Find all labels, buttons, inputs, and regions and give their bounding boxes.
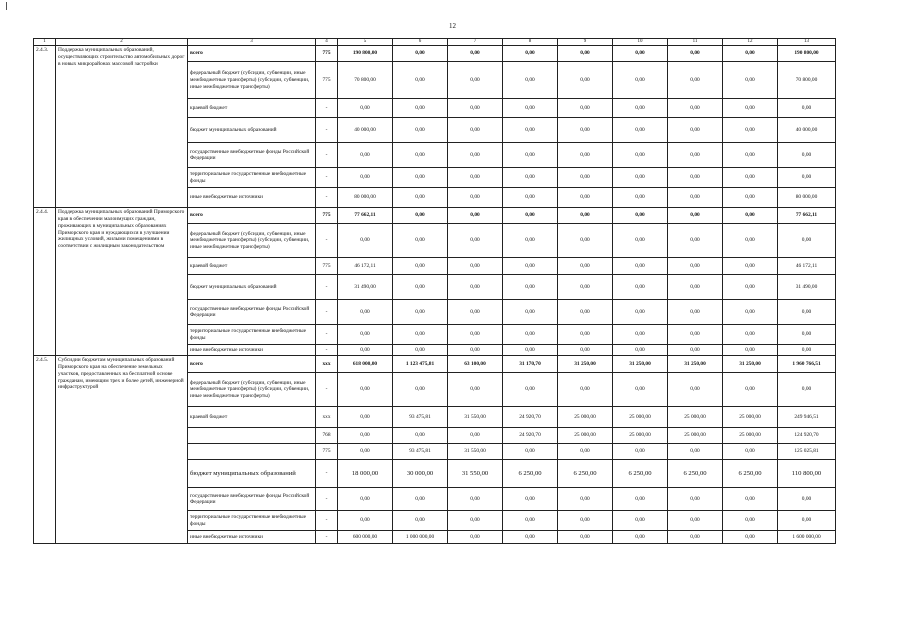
amount-cell: 0,00: [448, 428, 503, 444]
amount-cell: 0,00: [668, 118, 723, 143]
amount-cell: 0,00: [558, 143, 613, 168]
funding-source: федеральный бюджет (субсидии, субвенции, иные межбюджетные трансферты) (субсидии, субвенции, иные межбюджетные трансферты): [188, 373, 316, 407]
funding-source: федеральный бюджет (субсидии, субвенции, иные межбюджетные трансферты) (субсидии, субвенции, иные межбюджетные трансферты): [188, 224, 316, 258]
grbs-code: 768: [316, 428, 338, 444]
amount-cell: 0,00: [338, 300, 393, 325]
amount-cell: 0,00: [723, 99, 778, 118]
amount-cell: 0,00: [613, 258, 668, 275]
amount-cell: 30 000,00: [393, 460, 448, 488]
amount-cell: 0,00: [668, 444, 723, 460]
amount-cell: 24 920,70: [503, 407, 558, 428]
funding-source: государственные внебюджетные фонды Российской Федерации: [188, 488, 316, 511]
amount-cell: 0,00: [503, 99, 558, 118]
amount-cell: 0,00: [503, 208, 558, 224]
amount-cell: 0,00: [668, 531, 723, 544]
amount-cell: 0,00: [393, 345, 448, 356]
amount-cell: 0,00: [558, 531, 613, 544]
amount-cell: 0,00: [558, 208, 613, 224]
amount-cell: 31 490,00: [338, 275, 393, 300]
grbs-code: -: [316, 373, 338, 407]
amount-cell: 0,00: [448, 208, 503, 224]
amount-cell: 0,00: [503, 531, 558, 544]
amount-cell: 0,00: [338, 168, 393, 188]
grbs-code: -: [316, 511, 338, 531]
amount-cell: 0,00: [613, 488, 668, 511]
amount-cell: 0,00: [613, 46, 668, 62]
funding-source: федеральный бюджет (субсидии, субвенции, иные межбюджетные трансферты) (субсидии, субвенции, иные межбюджетные трансферты): [188, 62, 316, 99]
amount-cell: 25 000,00: [668, 428, 723, 444]
amount-cell: 25 000,00: [723, 407, 778, 428]
amount-cell: 0,00: [668, 208, 723, 224]
column-header: 1: [34, 39, 56, 46]
amount-cell: 0,00: [558, 168, 613, 188]
grbs-code: 775: [316, 444, 338, 460]
grbs-code: 775: [316, 46, 338, 62]
amount-cell: 0,00: [393, 511, 448, 531]
amount-cell: 77 662,11: [778, 208, 836, 224]
column-header: 7: [448, 39, 503, 46]
amount-cell: 0,00: [393, 46, 448, 62]
amount-cell: 0,00: [723, 224, 778, 258]
amount-cell: 0,00: [503, 224, 558, 258]
column-header: 6: [393, 39, 448, 46]
amount-cell: 0,00: [393, 118, 448, 143]
amount-cell: 0,00: [723, 345, 778, 356]
amount-cell: 0,00: [338, 488, 393, 511]
amount-cell: 0,00: [778, 345, 836, 356]
funding-source: всего: [188, 46, 316, 62]
grbs-code: -: [316, 488, 338, 511]
amount-cell: 249 946,51: [778, 407, 836, 428]
amount-cell: 46 172,11: [778, 258, 836, 275]
amount-cell: 0,00: [723, 143, 778, 168]
funding-source: территориальные государственные внебюджетные фонды: [188, 511, 316, 531]
funding-source: бюджет муниципальных образований: [188, 118, 316, 143]
amount-cell: 0,00: [503, 62, 558, 99]
amount-cell: 31 170,70: [503, 356, 558, 373]
amount-cell: 0,00: [723, 531, 778, 544]
amount-cell: 0,00: [448, 46, 503, 62]
amount-cell: 600 000,00: [338, 531, 393, 544]
amount-cell: 0,00: [668, 511, 723, 531]
amount-cell: 0,00: [393, 428, 448, 444]
amount-cell: 125 025,81: [778, 444, 836, 460]
amount-cell: 0,00: [613, 168, 668, 188]
amount-cell: 0,00: [503, 488, 558, 511]
amount-cell: 0,00: [393, 300, 448, 325]
amount-cell: 0,00: [393, 168, 448, 188]
funding-source: краевой бюджет: [188, 407, 316, 428]
funding-source: иные внебюджетные источники: [188, 188, 316, 208]
amount-cell: 0,00: [668, 99, 723, 118]
amount-cell: 0,00: [448, 488, 503, 511]
amount-cell: 0,00: [668, 224, 723, 258]
item-code: 2.4.3.: [34, 46, 56, 208]
amount-cell: 25 000,00: [613, 428, 668, 444]
amount-cell: 80 000,00: [338, 188, 393, 208]
amount-cell: 1 600 000,00: [778, 531, 836, 544]
funding-source: [188, 444, 316, 460]
amount-cell: 6 250,00: [668, 460, 723, 488]
amount-cell: 0,00: [448, 325, 503, 345]
amount-cell: 0,00: [503, 188, 558, 208]
amount-cell: 0,00: [668, 275, 723, 300]
column-header: 11: [668, 39, 723, 46]
amount-cell: 0,00: [723, 62, 778, 99]
amount-cell: 31 550,00: [448, 460, 503, 488]
grbs-code: -: [316, 224, 338, 258]
amount-cell: 0,00: [613, 511, 668, 531]
amount-cell: 0,00: [448, 99, 503, 118]
scan-mark: [6, 2, 7, 10]
amount-cell: 0,00: [723, 300, 778, 325]
amount-cell: 0,00: [338, 511, 393, 531]
column-header: 3: [188, 39, 316, 46]
column-header: 5: [338, 39, 393, 46]
funding-source: бюджет муниципальных образований: [188, 460, 316, 488]
amount-cell: 0,00: [393, 188, 448, 208]
funding-source: государственные внебюджетные фонды Российской Федерации: [188, 143, 316, 168]
amount-cell: 0,00: [503, 118, 558, 143]
funding-source: краевой бюджет: [188, 99, 316, 118]
amount-cell: 0,00: [778, 99, 836, 118]
amount-cell: 0,00: [668, 46, 723, 62]
item-name: Субсидии бюджетам муниципальных образований Приморского края на обеспечение земельных участков, предоставленных на бесплатной основе гражданам, имеющим трех и более детей, инженерной инфраструктурой: [56, 356, 188, 544]
funding-source: территориальные государственные внебюджетные фонды: [188, 168, 316, 188]
amount-cell: 618 000,00: [338, 356, 393, 373]
grbs-code: -: [316, 345, 338, 356]
amount-cell: 0,00: [338, 99, 393, 118]
amount-cell: 0,00: [558, 488, 613, 511]
amount-cell: 77 662,11: [338, 208, 393, 224]
amount-cell: 0,00: [613, 444, 668, 460]
amount-cell: 70 800,00: [778, 62, 836, 99]
grbs-code: -: [316, 99, 338, 118]
grbs-code: 775: [316, 62, 338, 99]
amount-cell: 0,00: [393, 99, 448, 118]
amount-cell: 31 550,00: [448, 444, 503, 460]
amount-cell: 31 250,00: [558, 356, 613, 373]
amount-cell: 0,00: [723, 118, 778, 143]
amount-cell: 0,00: [558, 345, 613, 356]
amount-cell: 124 920,70: [778, 428, 836, 444]
amount-cell: 31 250,00: [668, 356, 723, 373]
amount-cell: 0,00: [668, 258, 723, 275]
amount-cell: 0,00: [338, 325, 393, 345]
amount-cell: 0,00: [778, 143, 836, 168]
grbs-code: -: [316, 188, 338, 208]
amount-cell: 0,00: [393, 143, 448, 168]
funding-source: территориальные государственные внебюджетные фонды: [188, 325, 316, 345]
amount-cell: 0,00: [723, 325, 778, 345]
amount-cell: 0,00: [723, 488, 778, 511]
amount-cell: 0,00: [723, 188, 778, 208]
amount-cell: 0,00: [668, 488, 723, 511]
grbs-code: -: [316, 460, 338, 488]
amount-cell: 0,00: [558, 373, 613, 407]
funding-source: [188, 428, 316, 444]
amount-cell: 0,00: [338, 428, 393, 444]
amount-cell: 0,00: [558, 99, 613, 118]
amount-cell: 1 960 766,51: [778, 356, 836, 373]
amount-cell: 0,00: [613, 275, 668, 300]
amount-cell: 0,00: [558, 300, 613, 325]
amount-cell: 0,00: [558, 224, 613, 258]
amount-cell: 0,00: [558, 118, 613, 143]
amount-cell: 1 000 000,00: [393, 531, 448, 544]
amount-cell: 25 000,00: [558, 428, 613, 444]
amount-cell: 0,00: [778, 511, 836, 531]
funding-source: бюджет муниципальных образований: [188, 275, 316, 300]
amount-cell: 6 250,00: [558, 460, 613, 488]
amount-cell: 0,00: [393, 258, 448, 275]
funding-source: иные внебюджетные источники: [188, 345, 316, 356]
amount-cell: 0,00: [613, 62, 668, 99]
amount-cell: 1 123 475,81: [393, 356, 448, 373]
amount-cell: 0,00: [393, 488, 448, 511]
amount-cell: 0,00: [338, 373, 393, 407]
item-code: 2.4.5.: [34, 356, 56, 544]
amount-cell: 0,00: [723, 168, 778, 188]
amount-cell: 0,00: [448, 275, 503, 300]
amount-cell: 0,00: [448, 531, 503, 544]
amount-cell: 0,00: [448, 118, 503, 143]
amount-cell: 0,00: [503, 345, 558, 356]
amount-cell: 0,00: [723, 208, 778, 224]
amount-cell: 0,00: [613, 143, 668, 168]
amount-cell: 0,00: [613, 531, 668, 544]
amount-cell: 40 000,00: [338, 118, 393, 143]
amount-cell: 6 250,00: [723, 460, 778, 488]
amount-cell: 6 250,00: [503, 460, 558, 488]
amount-cell: 0,00: [778, 168, 836, 188]
amount-cell: 0,00: [778, 224, 836, 258]
amount-cell: 0,00: [723, 46, 778, 62]
amount-cell: 0,00: [393, 62, 448, 99]
amount-cell: 0,00: [613, 99, 668, 118]
page-number: 12: [449, 22, 456, 30]
amount-cell: 0,00: [613, 208, 668, 224]
amount-cell: 0,00: [613, 118, 668, 143]
amount-cell: 0,00: [668, 373, 723, 407]
amount-cell: 0,00: [503, 168, 558, 188]
amount-cell: 110 800,00: [778, 460, 836, 488]
amount-cell: 0,00: [503, 511, 558, 531]
column-header: 2: [56, 39, 188, 46]
amount-cell: 25 000,00: [668, 407, 723, 428]
amount-cell: 0,00: [613, 188, 668, 208]
amount-cell: 0,00: [393, 224, 448, 258]
amount-cell: 0,00: [613, 345, 668, 356]
amount-cell: 25 000,00: [723, 428, 778, 444]
amount-cell: 190 800,00: [778, 46, 836, 62]
amount-cell: 0,00: [723, 258, 778, 275]
amount-cell: 0,00: [668, 345, 723, 356]
amount-cell: 25 000,00: [558, 407, 613, 428]
grbs-code: -: [316, 143, 338, 168]
column-header: 9: [558, 39, 613, 46]
item-code: 2.4.4.: [34, 208, 56, 356]
item-name: Поддержка муниципальных образований, осуществляющих строительство автомобильных дорог в новых микрорайонах массовой застройки: [56, 46, 188, 208]
amount-cell: 0,00: [393, 325, 448, 345]
amount-cell: 0,00: [613, 300, 668, 325]
funding-source: всего: [188, 208, 316, 224]
amount-cell: 190 800,00: [338, 46, 393, 62]
amount-cell: 40 000,00: [778, 118, 836, 143]
amount-cell: 0,00: [448, 258, 503, 275]
amount-cell: 6 250,00: [613, 460, 668, 488]
amount-cell: 0,00: [503, 275, 558, 300]
amount-cell: 0,00: [503, 325, 558, 345]
amount-cell: 93 475,81: [393, 407, 448, 428]
column-header: 13: [778, 39, 836, 46]
amount-cell: 0,00: [668, 143, 723, 168]
grbs-code: -: [316, 300, 338, 325]
grbs-code: -: [316, 118, 338, 143]
amount-cell: 0,00: [613, 373, 668, 407]
amount-cell: 0,00: [448, 143, 503, 168]
budget-table: [33, 38, 836, 544]
amount-cell: 0,00: [558, 188, 613, 208]
amount-cell: 0,00: [723, 511, 778, 531]
grbs-code: xxx: [316, 356, 338, 373]
amount-cell: 63 100,00: [448, 356, 503, 373]
column-header: 12: [723, 39, 778, 46]
amount-cell: 0,00: [668, 325, 723, 345]
amount-cell: 0,00: [448, 224, 503, 258]
amount-cell: 0,00: [338, 143, 393, 168]
amount-cell: 31 250,00: [723, 356, 778, 373]
amount-cell: 80 000,00: [778, 188, 836, 208]
amount-cell: 0,00: [448, 345, 503, 356]
amount-cell: 0,00: [448, 511, 503, 531]
amount-cell: 0,00: [393, 373, 448, 407]
amount-cell: 0,00: [723, 444, 778, 460]
amount-cell: 0,00: [338, 407, 393, 428]
amount-cell: 0,00: [503, 258, 558, 275]
table-row: [34, 46, 836, 62]
amount-cell: 25 000,00: [613, 407, 668, 428]
column-header: 8: [503, 39, 558, 46]
amount-cell: 0,00: [558, 325, 613, 345]
amount-cell: 46 172,11: [338, 258, 393, 275]
amount-cell: 24 920,70: [503, 428, 558, 444]
amount-cell: 0,00: [503, 300, 558, 325]
amount-cell: 0,00: [503, 444, 558, 460]
amount-cell: 0,00: [558, 444, 613, 460]
amount-cell: 0,00: [558, 46, 613, 62]
grbs-code: -: [316, 275, 338, 300]
header-row: [34, 39, 836, 46]
amount-cell: 0,00: [778, 325, 836, 345]
funding-source: государственные внебюджетные фонды Российской Федерации: [188, 300, 316, 325]
amount-cell: 0,00: [778, 488, 836, 511]
column-header: 4: [316, 39, 338, 46]
funding-source: краевой бюджет: [188, 258, 316, 275]
amount-cell: 31 490,00: [778, 275, 836, 300]
amount-cell: 0,00: [558, 258, 613, 275]
table-row: [34, 356, 836, 373]
funding-source: всего: [188, 356, 316, 373]
amount-cell: 0,00: [338, 345, 393, 356]
funding-source: иные внебюджетные источники: [188, 531, 316, 544]
column-header: 10: [613, 39, 668, 46]
grbs-code: 775: [316, 208, 338, 224]
amount-cell: 0,00: [503, 373, 558, 407]
amount-cell: 0,00: [668, 62, 723, 99]
amount-cell: 0,00: [723, 275, 778, 300]
amount-cell: 0,00: [448, 62, 503, 99]
amount-cell: 0,00: [668, 168, 723, 188]
amount-cell: 0,00: [448, 300, 503, 325]
amount-cell: 0,00: [613, 325, 668, 345]
amount-cell: 0,00: [448, 168, 503, 188]
grbs-code: -: [316, 325, 338, 345]
grbs-code: 775: [316, 258, 338, 275]
amount-cell: 0,00: [778, 373, 836, 407]
amount-cell: 0,00: [503, 143, 558, 168]
amount-cell: 18 000,00: [338, 460, 393, 488]
amount-cell: 0,00: [393, 275, 448, 300]
grbs-code: -: [316, 531, 338, 544]
amount-cell: 93 475,81: [393, 444, 448, 460]
amount-cell: 0,00: [613, 224, 668, 258]
amount-cell: 0,00: [558, 511, 613, 531]
grbs-code: xxx: [316, 407, 338, 428]
amount-cell: 0,00: [558, 62, 613, 99]
amount-cell: 0,00: [668, 300, 723, 325]
amount-cell: 0,00: [393, 208, 448, 224]
amount-cell: 0,00: [338, 444, 393, 460]
amount-cell: 0,00: [448, 188, 503, 208]
amount-cell: 31 550,00: [448, 407, 503, 428]
item-name: Поддержка муниципальных образований Приморского края в обеспечении малоимущих граждан, проживающих в муниципальных образованиях Приморского края и нуждающихся в улучшении жилищных условий, жилыми помещениями в соответствии с жилищным законодательством: [56, 208, 188, 356]
amount-cell: 31 250,00: [613, 356, 668, 373]
amount-cell: 0,00: [778, 300, 836, 325]
amount-cell: 0,00: [558, 275, 613, 300]
amount-cell: 0,00: [448, 373, 503, 407]
grbs-code: -: [316, 168, 338, 188]
amount-cell: 70 800,00: [338, 62, 393, 99]
amount-cell: 0,00: [668, 188, 723, 208]
amount-cell: 0,00: [338, 224, 393, 258]
amount-cell: 0,00: [723, 373, 778, 407]
table-row: [34, 208, 836, 224]
amount-cell: 0,00: [503, 46, 558, 62]
